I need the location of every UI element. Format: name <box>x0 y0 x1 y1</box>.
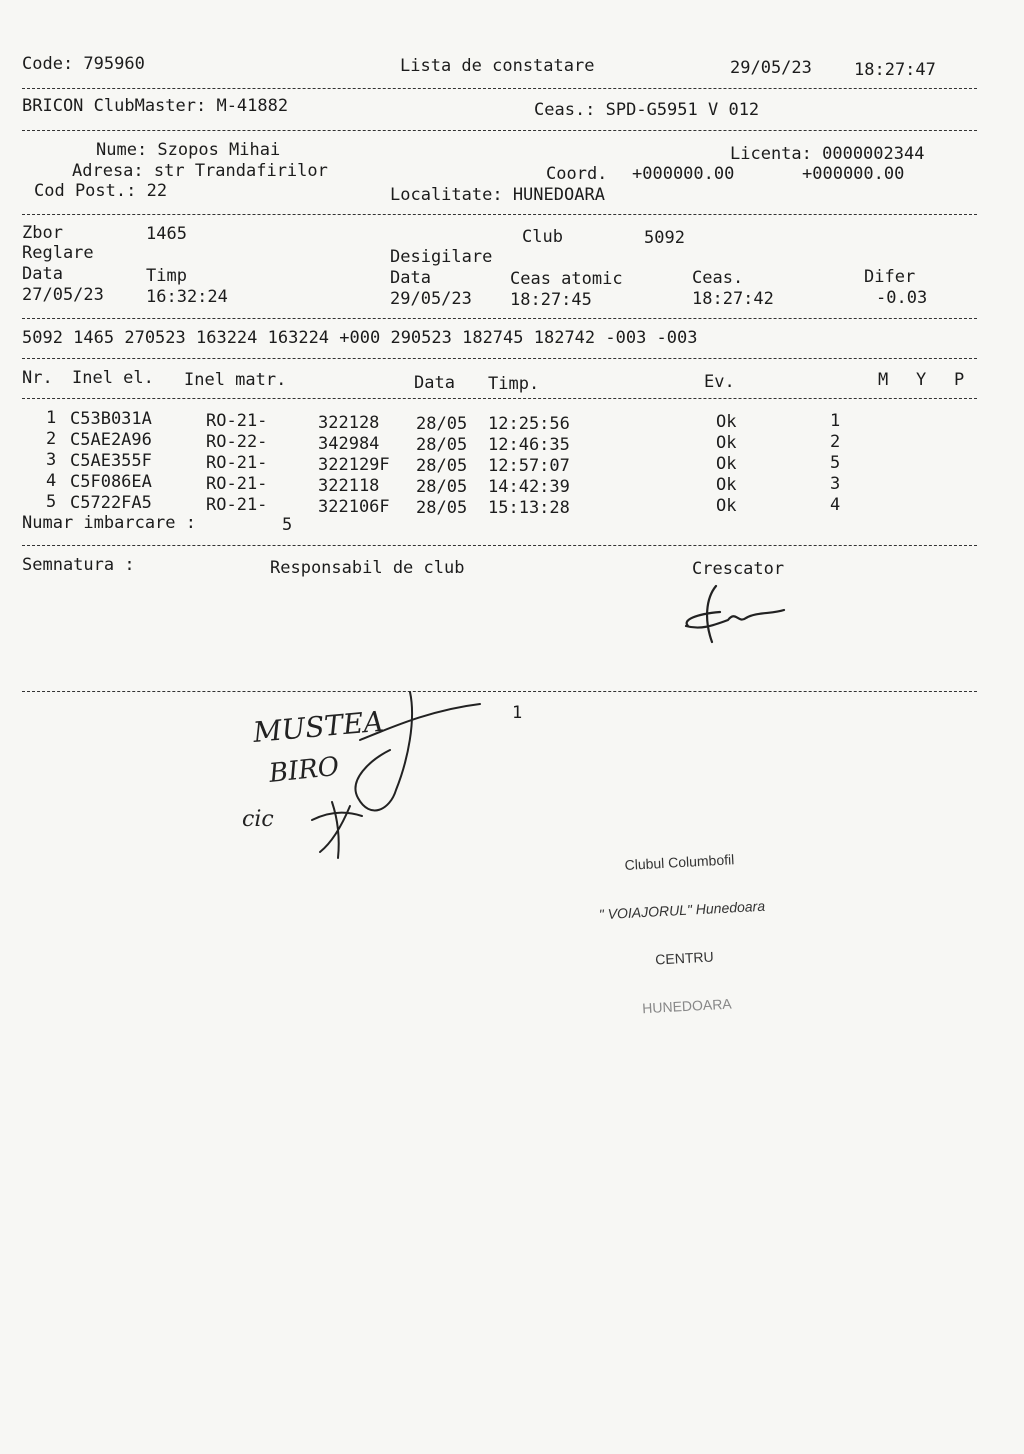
col-inel-el: Inel el. <box>72 368 154 388</box>
row-m: 5 <box>830 453 841 473</box>
code-text: Code: 795960 <box>22 54 145 74</box>
row-ev: Ok <box>716 412 737 432</box>
row-m: 1 <box>830 411 841 431</box>
stamp-line-3: CENTRU <box>654 948 714 968</box>
col-y: Y <box>916 370 927 390</box>
club-responsible-label: Responsabil de club <box>270 558 465 578</box>
device-text: BRICON ClubMaster: M-41882 <box>22 96 289 116</box>
col-data: Data <box>414 373 455 393</box>
coord-value-1: +000000.00 <box>632 164 735 184</box>
license-text: Licenta: 0000002344 <box>730 144 925 164</box>
divider <box>22 398 977 399</box>
row-inel-el: C5AE2A96 <box>70 430 152 450</box>
ceas-label: Ceas. <box>692 268 744 288</box>
stamp-line-1: Clubul Columbofil <box>624 851 735 873</box>
embark-label: Numar imbarcare : <box>22 513 196 533</box>
row-time: 12:25:56 <box>488 414 570 434</box>
row-ev: Ok <box>716 454 737 474</box>
handwritten-name-3: cic <box>242 807 274 832</box>
col-p: P <box>954 370 965 390</box>
col-nr: Nr. <box>22 368 53 388</box>
row-series: RO-21- <box>206 495 268 515</box>
col-ev: Ev. <box>704 372 735 392</box>
header-date: 29/05/23 <box>730 58 812 78</box>
col-m: M <box>878 370 889 390</box>
row-ev: Ok <box>716 433 737 453</box>
clock-text: Ceas.: SPD-G5951 V 012 <box>534 100 760 120</box>
row-inel-matr: 322128 <box>318 413 380 433</box>
postcode-text: Cod Post.: 22 <box>34 181 168 201</box>
owner-address: Adresa: str Trandafirilor <box>72 161 328 181</box>
breeder-signature <box>676 580 796 650</box>
timp-label: Timp <box>146 266 187 286</box>
reglare-label: Reglare <box>22 243 94 263</box>
handwritten-name-2: BIRO <box>267 751 341 789</box>
row-series: RO-21- <box>206 453 268 473</box>
data-label-1: Data <box>22 264 63 284</box>
difer-value: -0.03 <box>876 288 928 308</box>
breeder-label: Crescator <box>692 559 785 579</box>
stamp-line-4: HUNEDOARA <box>641 995 733 1017</box>
data-label-2: Data <box>390 268 431 288</box>
coord-value-2: +000000.00 <box>802 164 905 184</box>
row-date: 28/05 <box>416 498 468 518</box>
locality-text: Localitate: HUNEDOARA <box>390 185 605 205</box>
row-nr: 4 <box>46 471 57 491</box>
row-m: 2 <box>830 432 841 452</box>
row-inel-matr: 322106F <box>318 497 390 517</box>
row-inel-el: C5F086EA <box>70 472 152 492</box>
flight-code-line: 5092 1465 270523 163224 163224 +000 290523 182745 182742 -003 -003 <box>22 328 698 348</box>
row-date: 28/05 <box>416 456 468 476</box>
handwritten-signatures <box>240 680 500 870</box>
row-time: 14:42:39 <box>488 477 570 497</box>
row-date: 28/05 <box>416 435 468 455</box>
row-series: RO-21- <box>206 474 268 494</box>
page-number: 1 <box>512 703 523 723</box>
row-inel-matr: 322129F <box>318 455 390 475</box>
signature-label: Semnatura : <box>22 555 135 575</box>
divider <box>22 214 977 215</box>
col-timp: Timp. <box>488 374 540 394</box>
row-nr: 1 <box>46 408 57 428</box>
row-nr: 2 <box>46 429 57 449</box>
divider <box>22 318 977 319</box>
reglare-time: 16:32:24 <box>146 287 228 307</box>
divider <box>22 358 977 359</box>
row-inel-matr: 342984 <box>318 434 380 454</box>
embark-value: 5 <box>282 515 293 535</box>
row-nr: 3 <box>46 450 57 470</box>
row-time: 12:57:07 <box>488 456 570 476</box>
atomic-time: 18:27:45 <box>510 290 592 310</box>
header-time: 18:27:47 <box>854 60 936 80</box>
stamp-line-2: " VOIAJORUL" Hunedoara <box>598 897 766 923</box>
row-inel-el: C5722FA5 <box>70 493 152 513</box>
row-time: 12:46:35 <box>488 435 570 455</box>
club-label: Club <box>522 227 563 247</box>
row-ev: Ok <box>716 475 737 495</box>
reglare-date: 27/05/23 <box>22 285 104 305</box>
zbor-label: Zbor <box>22 223 63 243</box>
handwritten-name-1: MUSTEA <box>251 704 385 749</box>
desigilare-date: 29/05/23 <box>390 289 472 309</box>
divider <box>22 545 977 546</box>
row-inel-el: C5AE355F <box>70 451 152 471</box>
document-title: Lista de constatare <box>400 56 595 76</box>
divider <box>22 88 977 89</box>
coord-label: Coord. <box>546 164 608 184</box>
row-m: 3 <box>830 474 841 494</box>
owner-name: Nume: Szopos Mihai <box>96 140 281 160</box>
club-stamp <box>594 818 772 1050</box>
row-nr: 5 <box>46 492 57 512</box>
row-series: RO-21- <box>206 411 268 431</box>
ceas-time: 18:27:42 <box>692 289 774 309</box>
divider <box>22 130 977 131</box>
row-ev: Ok <box>716 496 737 516</box>
difer-label: Difer <box>864 267 916 287</box>
row-series: RO-22- <box>206 432 268 452</box>
row-date: 28/05 <box>416 414 468 434</box>
desigilare-label: Desigilare <box>390 247 493 267</box>
row-inel-matr: 322118 <box>318 476 380 496</box>
row-date: 28/05 <box>416 477 468 497</box>
col-inel-matr: Inel matr. <box>184 370 287 390</box>
row-time: 15:13:28 <box>488 498 570 518</box>
row-m: 4 <box>830 495 841 515</box>
club-value: 5092 <box>644 228 685 248</box>
ceas-atomic-label: Ceas atomic <box>510 269 623 289</box>
row-inel-el: C53B031A <box>70 409 152 429</box>
zbor-value: 1465 <box>146 224 187 244</box>
